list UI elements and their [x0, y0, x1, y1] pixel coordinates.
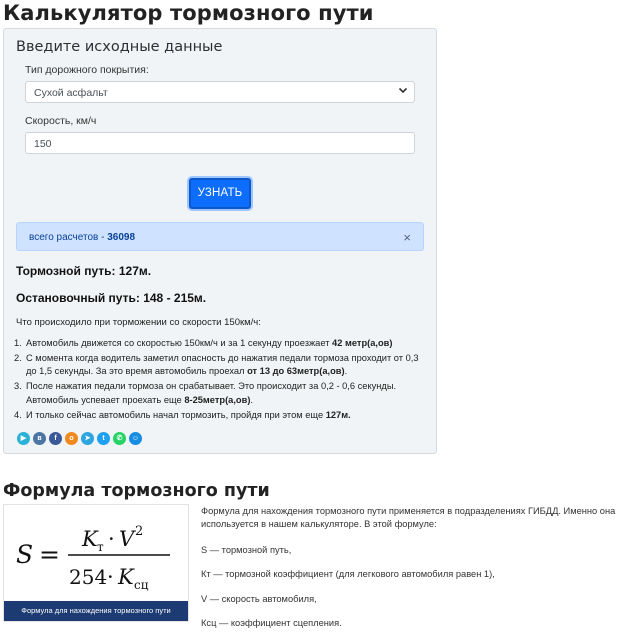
explanation-steps: [14, 337, 424, 424]
share-odnoklassniki-icon[interactable]: о: [65, 432, 78, 445]
svg-text:K: K: [118, 565, 134, 589]
definition-v: V — скорость автомобиля,: [201, 594, 317, 604]
surface-select[interactable]: [25, 81, 415, 103]
alert-text: всего расчетов -: [29, 232, 108, 243]
svg-text:K: K: [82, 527, 98, 551]
step-number: 4.: [14, 409, 22, 420]
step-text: Автомобиль движется со скоростью 150км/ч и за 1 секунду проезжает: [26, 338, 333, 348]
share-facebook-icon[interactable]: f: [49, 432, 62, 445]
svg-text:254: 254: [69, 565, 108, 589]
svg-text:=: =: [39, 540, 60, 569]
stopping-distance: Остановочный путь: 148 - 215м.: [16, 291, 207, 305]
braking-distance: Тормозной путь: 127м.: [16, 264, 152, 278]
page-title: Калькулятор тормозного пути: [3, 1, 374, 25]
step-bold: 42 метр(а,ов): [332, 338, 393, 348]
svg-text:·: ·: [107, 565, 114, 589]
speed-input[interactable]: 150: [25, 132, 415, 154]
explanation-lead: Что происходило при торможении со скорости 150км/ч:: [16, 317, 261, 328]
formula-heading: Формула тормозного пути: [3, 481, 270, 501]
step-bold: от 13 до 63метр(а,ов): [247, 366, 345, 377]
step-number: 2.: [14, 353, 22, 363]
list-item: [14, 352, 424, 379]
share-telegram-icon[interactable]: ➤: [81, 432, 94, 445]
step-number: 1.: [14, 338, 22, 348]
list-item: [14, 380, 424, 407]
definition-ksc: Ксц — коэффициент сцепления.: [201, 618, 342, 628]
svg-text:V: V: [119, 527, 135, 551]
form-heading: Введите исходные данные: [16, 39, 223, 55]
share-twitter-icon[interactable]: t: [97, 432, 110, 445]
chevron-down-icon: [398, 85, 408, 98]
share-buttons: [17, 432, 142, 446]
formula-caption: Формула для нахождения тормозного пути: [4, 601, 188, 621]
svg-text:сц: сц: [134, 578, 149, 592]
definition-s: S — тормозной путь,: [201, 545, 292, 555]
total-calculations-alert: [16, 222, 424, 251]
submit-button[interactable]: УЗНАТЬ: [189, 178, 251, 209]
formula-image: [3, 504, 189, 622]
speed-label: Скорость, км/ч: [25, 115, 97, 127]
step-bold: 127м.: [325, 409, 351, 420]
close-icon[interactable]: ×: [403, 230, 411, 245]
list-item: [14, 337, 424, 350]
svg-text:т: т: [97, 540, 104, 554]
step-bold: 8-25метр(а,ов): [184, 394, 251, 405]
calculator-card: [3, 28, 437, 454]
share-whatsapp-icon[interactable]: ✆: [113, 432, 126, 445]
share-vk-icon[interactable]: в: [33, 432, 46, 445]
svg-text:·: ·: [108, 527, 115, 551]
formula-intro: Формула для нахождения тормозного пути применяется в подразделениях ГИБДД. Именно она используется в нашем калькуляторе. В этой формуле:: [201, 506, 616, 529]
surface-label: Тип дорожного покрытия:: [25, 64, 149, 76]
step-text: После нажатия педали тормоза он срабатывает. Это происходит за 0,2 - 0,6 секунды. Автомобиль успевает проехать еще: [26, 381, 397, 405]
alert-count: 36098: [107, 232, 136, 243]
braking-formula-graphic: [4, 505, 190, 603]
step-tail: .: [250, 394, 254, 405]
share-moimir-icon[interactable]: ☺: [129, 432, 142, 445]
step-text: И только сейчас автомобиль начал тормозить, пройдя при этом еще: [26, 409, 326, 420]
step-number: 3.: [14, 381, 22, 392]
definition-kt: Кт — тормозной коэффициент (для легкового автомобиля равен 1),: [201, 569, 495, 579]
svg-text:S: S: [16, 540, 34, 569]
surface-select-value: Сухой асфальт: [34, 87, 108, 99]
share-telegram-play-icon[interactable]: ▶: [17, 432, 30, 445]
svg-text:2: 2: [135, 524, 144, 539]
step-text: С момента когда водитель заметил опасность до нажатия педали тормоза проходит от 0,3 до 1,5 секунды. За это время автомобиль проехал: [26, 353, 419, 377]
list-item: [14, 409, 424, 422]
step-tail: .: [344, 366, 348, 377]
